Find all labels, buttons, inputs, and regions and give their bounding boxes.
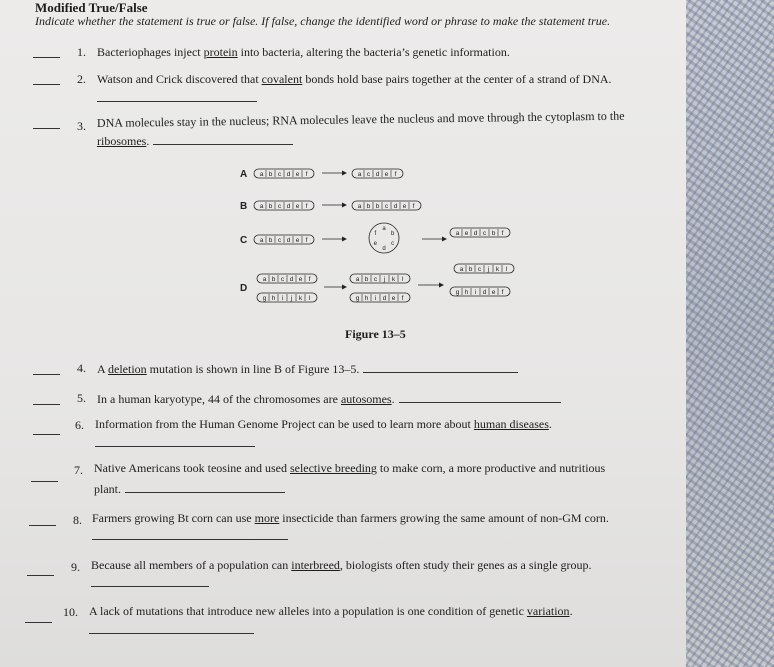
gene-label: i — [374, 295, 377, 302]
correction-line-4[interactable] — [363, 361, 518, 373]
gene-label: a — [355, 276, 360, 283]
gene-label: b — [491, 230, 496, 237]
question-3-line-2 — [97, 133, 293, 149]
gene-label: h — [271, 295, 276, 302]
gene-label: b — [366, 203, 371, 210]
gene-label: d — [286, 203, 291, 210]
identified-term: interbreed — [291, 558, 340, 572]
gene-label: e — [391, 295, 396, 302]
correction-line-7[interactable] — [125, 481, 285, 493]
gene-label: f — [501, 289, 504, 296]
question-number: 4. — [77, 361, 86, 375]
gene-label: e — [295, 203, 300, 210]
gene-label: h — [464, 289, 469, 296]
gene-label: b — [271, 276, 276, 283]
answer-blank-4[interactable] — [33, 374, 60, 375]
gene-label: f — [374, 231, 377, 237]
answer-blank-2[interactable] — [33, 84, 60, 85]
gene-label: c — [384, 203, 389, 210]
gene-label: g — [355, 295, 360, 302]
gene-label: a — [259, 237, 264, 244]
question-10 — [89, 604, 573, 619]
gene-label: f — [401, 295, 404, 302]
gene-label: b — [268, 237, 273, 244]
gene-label: e — [384, 171, 389, 178]
gene-label: b — [268, 171, 273, 178]
question-text: Bacteriophages inject — [97, 45, 204, 59]
gene-label: f — [305, 237, 308, 244]
gene-label: l — [401, 276, 404, 283]
arrowhead — [342, 237, 347, 242]
gene-label: d — [286, 171, 291, 178]
gene-label: c — [366, 171, 371, 178]
identified-term: human diseases — [473, 417, 549, 431]
question-text: into bacteria, altering the bacteria’s genetic information. — [237, 45, 510, 59]
question-8 — [92, 511, 609, 526]
gene-label: h — [364, 295, 369, 302]
question-7-line-1 — [94, 461, 605, 476]
gene-label: e — [373, 241, 378, 247]
answer-blank-7[interactable] — [31, 481, 58, 482]
gene-label: b — [268, 203, 273, 210]
gene-label: c — [277, 237, 282, 244]
gene-label: c — [373, 276, 378, 283]
gene-label: k — [495, 266, 500, 273]
gene-label: a — [262, 276, 267, 283]
question-number: 7. — [74, 463, 83, 477]
question-text: to make corn, a more productive and nutritious — [376, 461, 606, 475]
gene-label: b — [364, 276, 369, 283]
answer-blank-9[interactable] — [27, 575, 54, 576]
gene-label: k — [391, 276, 396, 283]
question-number: 10. — [63, 605, 78, 619]
question-number: 8. — [73, 513, 82, 527]
gene-label: l — [308, 295, 311, 302]
gene-label: a — [357, 203, 362, 210]
question-text: . — [548, 417, 552, 431]
figure-13-5 — [232, 160, 532, 310]
question-number: 5. — [77, 391, 86, 405]
answer-blank-3[interactable] — [33, 128, 60, 129]
gene-label: e — [491, 289, 496, 296]
gene-label: b — [390, 231, 395, 237]
question-6 — [95, 417, 552, 432]
gene-label: c — [482, 230, 487, 237]
question-number: 9. — [71, 560, 80, 574]
correction-line-3[interactable] — [153, 133, 293, 145]
arrowhead — [342, 203, 347, 208]
gene-label: k — [298, 295, 303, 302]
question-5 — [97, 391, 561, 407]
gene-label: b — [375, 203, 380, 210]
gene-label: a — [259, 171, 264, 178]
gene-label: j — [383, 276, 386, 283]
gene-label: c — [477, 266, 482, 273]
gene-label: g — [455, 289, 460, 296]
correction-line-8[interactable] — [92, 539, 288, 540]
gene-label: e — [464, 230, 469, 237]
question-text: , biologists often study their genes as a single group. — [339, 558, 592, 572]
gene-label: a — [459, 266, 464, 273]
fabric-background — [686, 0, 774, 667]
identified-term: ribosomes — [97, 134, 147, 148]
question-text: A — [97, 362, 109, 376]
question-text: . — [569, 604, 573, 618]
question-text: insecticide than farmers growing the same amount of non-GM corn. — [279, 511, 609, 525]
gene-label: d — [473, 230, 478, 237]
gene-label: e — [402, 203, 407, 210]
question-9 — [91, 558, 592, 573]
correction-line-10[interactable] — [89, 633, 254, 634]
gene-label: d — [289, 276, 294, 283]
gene-label: j — [290, 295, 293, 302]
gene-label: b — [468, 266, 473, 273]
gene-label: i — [281, 295, 284, 302]
arrowhead — [439, 283, 444, 288]
question-text: . — [391, 392, 395, 406]
identified-term: selective breeding — [289, 461, 377, 475]
question-text: Information from the Human Genome Project can be used to learn more about — [95, 417, 474, 431]
gene-label: f — [305, 203, 308, 210]
answer-blank-8[interactable] — [29, 525, 56, 526]
identified-term: autosomes — [340, 392, 392, 406]
row-label: C — [240, 235, 248, 246]
correction-line-6[interactable] — [95, 446, 255, 447]
gene-label: g — [262, 295, 267, 302]
gene-label: f — [501, 230, 504, 237]
question-text: Because all members of a population can — [91, 558, 292, 572]
gene-label: d — [375, 171, 380, 178]
gene-label: c — [277, 203, 282, 210]
gene-label: a — [382, 226, 386, 232]
question-number: 3. — [77, 119, 86, 133]
arrowhead — [442, 237, 447, 242]
question-text: Farmers growing Bt corn can use — [92, 511, 255, 525]
gene-label: e — [295, 171, 300, 178]
gene-label: c — [391, 241, 395, 247]
question-text: A lack of mutations that introduce new alleles into a population is one condition of genetic — [89, 604, 527, 618]
instructions: Indicate whether the statement is true or false. If false, change the identified word or phrase to make the statement true. — [35, 14, 611, 28]
identified-term: protein — [203, 45, 238, 59]
answer-blank-6[interactable] — [33, 434, 60, 435]
gene-label: c — [280, 276, 285, 283]
gene-label: a — [357, 171, 362, 178]
question-text: Native Americans took teosine and used — [94, 461, 290, 475]
gene-label: e — [298, 276, 303, 283]
row-label: B — [240, 201, 248, 212]
identified-term: deletion — [108, 362, 147, 376]
gene-label: a — [455, 230, 460, 237]
question-text: . — [146, 134, 150, 148]
correction-line-9[interactable] — [91, 586, 209, 587]
question-number: 1. — [77, 45, 86, 59]
question-number: 6. — [75, 418, 84, 432]
gene-label: f — [394, 171, 397, 178]
question-text: bonds hold base pairs together at the center of a strand of DNA. — [302, 72, 612, 86]
gene-label: l — [505, 266, 508, 273]
section-title: Modified True/False — [35, 0, 148, 15]
question-number: 2. — [77, 72, 86, 86]
question-text: In a human karyotype, 44 of the chromosomes are — [97, 392, 341, 406]
gene-label: c — [277, 171, 282, 178]
gene-label: d — [393, 203, 398, 210]
gene-label: d — [382, 246, 386, 252]
identified-term: variation — [526, 604, 570, 618]
question-text: plant. — [94, 482, 121, 496]
answer-blank-10[interactable] — [25, 622, 52, 623]
question-text: Watson and Crick discovered that — [97, 72, 262, 86]
correction-line-5[interactable] — [399, 391, 561, 403]
figure-caption: Figure 13–5 — [345, 327, 406, 341]
question-7-line-2 — [94, 481, 285, 497]
question-2 — [97, 72, 612, 87]
gene-label: a — [259, 203, 264, 210]
arrowhead — [342, 171, 347, 176]
gene-label: i — [474, 289, 477, 296]
gene-label: f — [412, 203, 415, 210]
gene-label: e — [295, 237, 300, 244]
gene-label: d — [286, 237, 291, 244]
question-4 — [97, 361, 518, 377]
row-label: D — [240, 283, 248, 294]
arrowhead — [342, 285, 347, 290]
question-1 — [97, 45, 510, 60]
correction-line-2[interactable] — [97, 101, 257, 102]
gene-label: d — [382, 295, 387, 302]
identified-term: covalent — [261, 72, 303, 86]
gene-label: f — [308, 276, 311, 283]
identified-term: more — [254, 511, 280, 525]
gene-label: j — [487, 266, 490, 273]
answer-blank-1[interactable] — [33, 57, 60, 58]
gene-label: d — [482, 289, 487, 296]
answer-blank-5[interactable] — [33, 404, 60, 405]
question-3-line-1: DNA molecules stay in the nucleus; RNA molecules leave the nucleus and move through the cytoplasm to the — [96, 108, 625, 130]
row-label: A — [240, 169, 248, 180]
gene-label: f — [305, 171, 308, 178]
question-text: mutation is shown in line B of Figure 13–5. — [146, 362, 360, 376]
